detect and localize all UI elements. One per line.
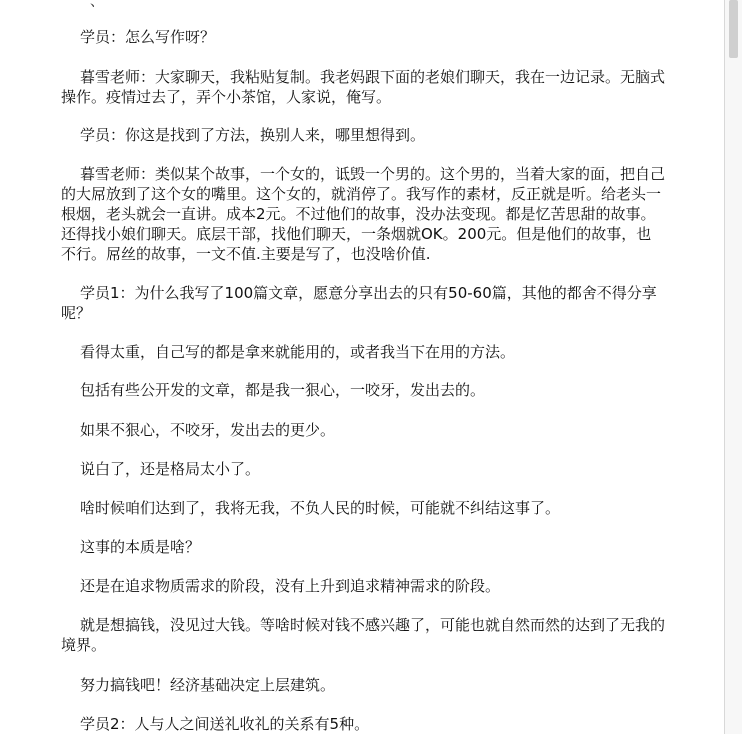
paragraph: 就是想搞钱，没见过大钱。等啥时候对钱不感兴趣了，可能也就自然而然的达到了无我的境界。 — [61, 616, 666, 654]
paragraph: 学员1：为什么我写了100篇文章，愿意分享出去的只有50-60篇，其他的都舍不得分享呢？ — [61, 284, 657, 322]
scrollbar-thumb[interactable] — [729, 0, 738, 58]
paragraph: 看得太重，自己写的都是拿来就能用的，或者我当下在用的方法。 — [80, 343, 516, 361]
paragraph: 努力搞钱吧！经济基础决定上层建筑。 — [80, 676, 336, 694]
paragraph: 学员：你这是找到了方法，换别人来，哪里想得到。 — [80, 126, 426, 144]
paragraph: 如果不狠心，不咬牙，发出去的更少。 — [80, 421, 336, 439]
paragraph: 啥时候咱们达到了，我将无我，不负人民的时候，可能就不纠结这事了。 — [80, 499, 561, 517]
vertical-scrollbar[interactable] — [724, 0, 742, 734]
top-text-fragment: 、 — [90, 0, 104, 10]
paragraph: 暮雪老师：大家聊天，我粘贴复制。我老妈跟下面的老娘们聊天，我在一边记录。无脑式操作。疫情过去了，弄个小茶馆，人家说，俺写。 — [61, 68, 666, 106]
paragraph: 包括有些公开发的文章，都是我一狠心，一咬牙，发出去的。 — [80, 381, 486, 399]
paragraph: 说白了，还是格局太小了。 — [80, 460, 261, 478]
paragraph: 还是在追求物质需求的阶段，没有上升到追求精神需求的阶段。 — [80, 577, 501, 595]
paragraph: 暮雪老师：类似某个故事，一个女的，诋毁一个男的。这个男的，当着大家的面，把自己的大屌放到了这个女的嘴里。这个女的，就消停了。我写作的素材，反正就是听。给老头一根烟，老头就会一直讲。成本2元。不过他们的故事，没办法变现。都是忆苦思甜的故事。还得找小娘们聊天。底层干部，找他们聊天，一条烟就OK。200元。但是他们的故事，也不行。屌丝的故事，一文不值.主要是写了，也没啥价值. — [61, 165, 666, 263]
paragraph: 学员2：人与人之间送礼收礼的关系有5种。 — [80, 715, 370, 733]
paragraph: 这事的本质是啥？ — [80, 538, 201, 556]
paragraph: 学员：怎么写作呀？ — [80, 28, 216, 46]
